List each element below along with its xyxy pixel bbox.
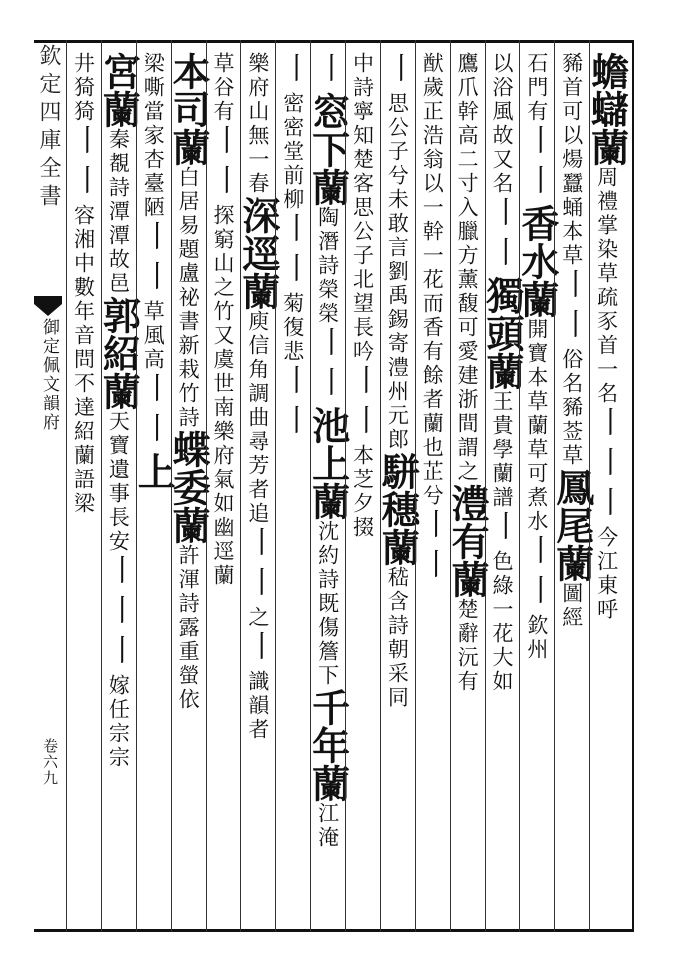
annotation-text: 沈約詩既傷簷下 [315, 520, 340, 688]
annotation-text: 陶潛詩榮榮 [315, 206, 340, 326]
library-title: 欽定四庫全書 [36, 44, 61, 212]
annotation-text: 王貴學蘭譜 [489, 390, 514, 510]
annotation-text: 周禮掌染草疏豕首一名 [594, 166, 619, 406]
headword: 蝶委蘭 [166, 430, 212, 544]
book-title: 御定佩文韻府 [39, 318, 59, 432]
annotation-text: 密密堂前柳 [280, 92, 305, 212]
headword: 郭紹蘭 [96, 296, 142, 410]
text-column [62, 52, 104, 922]
annotation-text: 井猗猗 [71, 52, 96, 124]
annotation-text: 探窮山之竹又虞世南樂府氣如幽逕蘭 [210, 204, 235, 588]
annotation-text: 容湘中數年音問不達紹蘭語梁 [71, 204, 96, 516]
repeat-mark: 丨丨 [484, 196, 520, 276]
annotation-text: 江淹 [315, 802, 340, 850]
annotation-text: 之 [245, 606, 270, 630]
headword: 鳳尾蘭 [549, 468, 595, 582]
annotation-text: 俗名豨莶草 [559, 348, 584, 468]
annotation-text: 石門有 [524, 52, 549, 124]
column-rule [171, 40, 172, 932]
headword: 池上蘭 [305, 406, 351, 520]
annotation-text: 草谷有 [210, 52, 235, 124]
repeat-mark: 丨丨 [519, 534, 555, 614]
page-number: 卷六九 [41, 738, 59, 786]
headword: 深逕蘭 [235, 196, 281, 310]
column-rule [101, 40, 102, 932]
column-rule [275, 40, 276, 932]
headword: 香水蘭 [514, 204, 560, 318]
repeat-mark: 丨丨丨 [101, 554, 137, 674]
repeat-mark: 丨丨 [310, 326, 346, 406]
annotation-text: 今江東呼 [594, 526, 619, 622]
repeat-mark: 丨丨 [554, 268, 590, 348]
column-rule [240, 40, 241, 932]
repeat-mark: 丨丨 [240, 526, 276, 606]
annotation-text: 嵇含詩朝采同 [385, 566, 410, 710]
annotation-text: 圖經 [559, 582, 584, 630]
repeat-mark: 丨丨 [136, 372, 172, 452]
repeat-mark: 丨丨 [136, 220, 172, 300]
annotation-text: 樂府山無一春 [245, 52, 270, 196]
column-rule [589, 40, 590, 932]
repeat-mark: 丨丨丨 [589, 406, 625, 526]
column-rule [554, 40, 555, 932]
annotation-text: 梁嘶當家杏臺陋 [141, 52, 166, 220]
annotation-text: 鷹爪幹高二寸入臘方薰馥可愛建浙間謂之 [455, 52, 480, 484]
annotation-text: 天寶遺事長安 [106, 410, 131, 554]
annotation-text: 嫁任宗宗 [106, 674, 131, 770]
repeat-mark: 丨 [380, 52, 416, 92]
annotation-text: 思公子兮未敢言劉禹錫寄澧州元郎 [385, 92, 410, 452]
annotation-text: 色綠一花大如 [489, 550, 514, 694]
annotation-text: 猷歲正浩翁以一幹一花而香有餘者蘭也 [420, 52, 445, 460]
annotation-text: 開寶本草蘭草可煮水 [524, 318, 549, 534]
annotation-text: 草風高 [141, 300, 166, 372]
margin-rule [66, 40, 67, 932]
headword: 駢穗蘭 [375, 452, 421, 566]
annotation-text: 庾信角調曲尋芳者追 [245, 310, 270, 526]
annotation-text: 欽州 [524, 614, 549, 662]
repeat-mark: 丨 [240, 630, 276, 670]
annotation-text: 中詩寧知楚客思公子北望長吟 [350, 52, 375, 364]
annotation-text: 秦覩詩潭潭故邑 [106, 128, 131, 296]
headword: 上 [131, 452, 177, 490]
repeat-mark: 丨丨 [66, 124, 102, 204]
repeat-mark: 丨 [275, 52, 311, 92]
repeat-mark: 丨丨 [275, 364, 311, 444]
headword: 本司蘭 [166, 52, 212, 166]
headword: 宮蘭 [96, 52, 142, 128]
column-rule [206, 40, 207, 932]
column-rule [415, 40, 416, 932]
repeat-mark: 丨 [310, 52, 346, 92]
repeat-mark: 丨丨 [275, 212, 311, 292]
column-rule [136, 40, 137, 932]
annotation-text: 楚辭沅有 [455, 598, 480, 694]
headword: 蟾蠩蘭 [584, 52, 630, 166]
annotation-text: 許渾詩露重螢依 [176, 544, 201, 712]
column-rule [450, 40, 451, 932]
headword: 窓下蘭 [305, 92, 351, 206]
repeat-mark: 丨丨 [205, 124, 241, 204]
repeat-mark: 丨丨 [519, 124, 555, 204]
annotation-text: 白居易題盧祕書新栽竹詩 [176, 166, 201, 430]
repeat-mark: 丨丨 [415, 508, 451, 588]
headword: 澧有蘭 [445, 484, 491, 598]
repeat-mark: 丨 [484, 510, 520, 550]
annotation-text: 豨首可以煬蠶蛹本草 [559, 52, 584, 268]
annotation-text: 菊復悲 [280, 292, 305, 364]
column-rule [485, 40, 486, 932]
annotation-text: 以浴風故又名 [489, 52, 514, 196]
column-rule [519, 40, 520, 932]
column-rule [380, 40, 381, 932]
repeat-mark: 丨丨 [345, 364, 381, 444]
fishtail-mark-icon [34, 296, 62, 316]
column-rule [310, 40, 311, 932]
headword: 千年蘭 [305, 688, 351, 802]
annotation-text: 識韻者 [245, 670, 270, 742]
column-rule [345, 40, 346, 932]
headword: 獨頭蘭 [479, 276, 525, 390]
annotation-text: 芷兮 [420, 460, 445, 508]
annotation-text: 本芝夕掇 [350, 444, 375, 540]
